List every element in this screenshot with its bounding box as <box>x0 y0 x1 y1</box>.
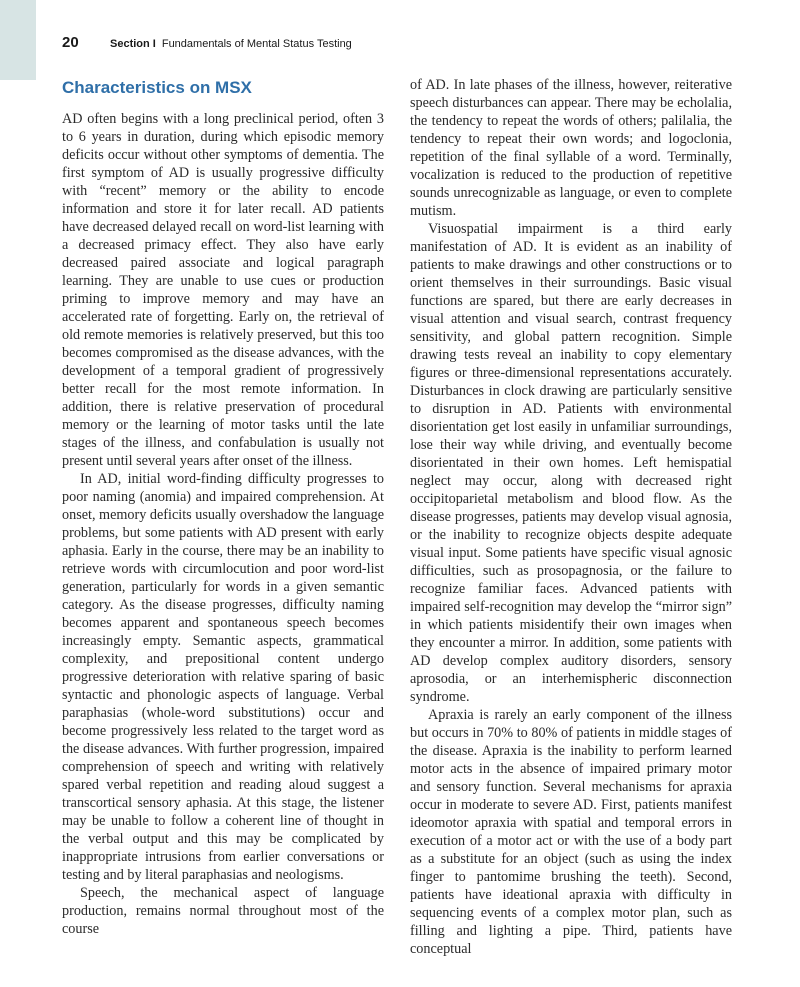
section-label: Section I <box>110 38 156 50</box>
paragraph: AD often begins with a long preclinical period, often 3 to 6 years in duration, during which episodic memory deficits occur without other symptoms of dementia. The first symptom of AD is usually progressive difficulty with “recent” memory or the ability to encode information and store it for later recall. AD patients have decreased delayed recall on word-list learning with a decreased primacy effect. They also have early decreased paired associate and logical paragraph learning. They are unable to use cues or production priming to improve memory and may have an accelerated rate of forgetting. Early on, the retrieval of old remote memories is relatively preserved, but this too becomes compromised as the disease advances, with the development of a temporal gradient of progressively better recall for the most remote information. In addition, there is relative preservation of procedural memory or the learning of motor tasks until the late stages of the illness, and confabulation is usually not present until several years after onset of the illness. <box>62 111 384 469</box>
paragraph: Visuospatial impairment is a third early manifestation of AD. It is evident as an inability of patients to make drawings and other constructions or to orient themselves in their surroundings. Basic visual functions are spared, but there are early decreases in visual attention and visual search, contrast frequency sensitivity, and global pattern recognition. Simple drawing tests reveal an inability to copy elementary figures or three-dimensional representations accurately. Disturbances in clock drawing are particularly sensitive to disruption in AD. Patients with environmental disorientation get lost easily in unfamiliar surroundings, lose their way while driving, and eventually become disorientated in their own homes. Left hemispatial neglect may occur, along with decreased right occipitoparietal metabolism and blood flow. As the disease progresses, patients may develop visual agnosia, or the inability to recognize objects despite adequate visual input. Some patients have specific visual agnosic difficulties, such as prosopagnosia, or the failure to recognize familiar faces. Advanced patients with impaired self-recognition may develop the “mirror sign” in which patients misidentify their own images when they encounter a mirror. In addition, some patients with AD develop complex auditory disorders, sensory aprosodia, or an interhemispheric disconnection syndrome. <box>410 221 732 705</box>
page-number: 20 <box>62 34 79 51</box>
chapter-tab <box>0 0 36 80</box>
paragraph: Speech, the mechanical aspect of language production, remains normal throughout most of the course <box>62 885 384 937</box>
paragraph: Apraxia is rarely an early component of the illness but occurs in 70% to 80% of patients in middle stages of the disease. Apraxia is the inability to perform learned motor acts in the absence of impaired primary motor and sensory function. Several mechanisms for apraxia occur in moderate to severe AD. First, patients manifest ideomotor apraxia with spatial and temporal errors in execution of a motor act or with the use of a body part as a substitute for an object (such as using the index finger to pantomime brushing the teeth). Second, patients have ideational apraxia with difficulty in sequencing events of a complex motor plan, such as filling and lighting a pipe. Third, patients have conceptual <box>410 707 732 957</box>
right-column <box>410 76 732 958</box>
left-column <box>62 76 384 938</box>
paragraph: In AD, initial word-finding difficulty progresses to poor naming (anomia) and impaired comprehension. At onset, memory deficits usually overshadow the language problems, but some patients with AD present with early aphasia. Early in the course, there may be an inability to retrieve words with circumlocution and poor word-list generation, particularly for words in a given semantic category. As the disease progresses, difficulty naming becomes apparent and spontaneous speech becomes increasingly empty. Semantic aspects, grammatical complexity, and prepositional content undergo progressive deterioration with relative sparing of basic syntactic and phonologic aspects of language. Verbal paraphasias (whole-word substitutions) occur and become progressively less related to the target word as the disease advances. With further progression, impaired comprehension of speech and writing with relatively spared verbal repetition and reading aloud suggest a transcortical sensory aphasia. At this stage, the listener may be unable to follow a coherent line of thought in the verbal output and this may be complicated by inappropriate intrusions from earlier conversations or testing and by literal paraphasias and neologisms. <box>62 471 384 883</box>
running-header <box>62 34 352 54</box>
section-title: Fundamentals of Mental Status Testing <box>161 38 352 50</box>
section-heading: Characteristics on MSX <box>62 78 252 97</box>
paragraph: of AD. In late phases of the illness, however, reiterative speech disturbances can appear. There may be echolalia, the tendency to repeat the words of others; palilalia, the tendency to repeat their own words; and logoclonia, repetition of the final syllable of a word. Terminally, vocalization is reduced to the production of repetitive sounds unrecognizable as language, or even to complete mutism. <box>410 77 732 219</box>
